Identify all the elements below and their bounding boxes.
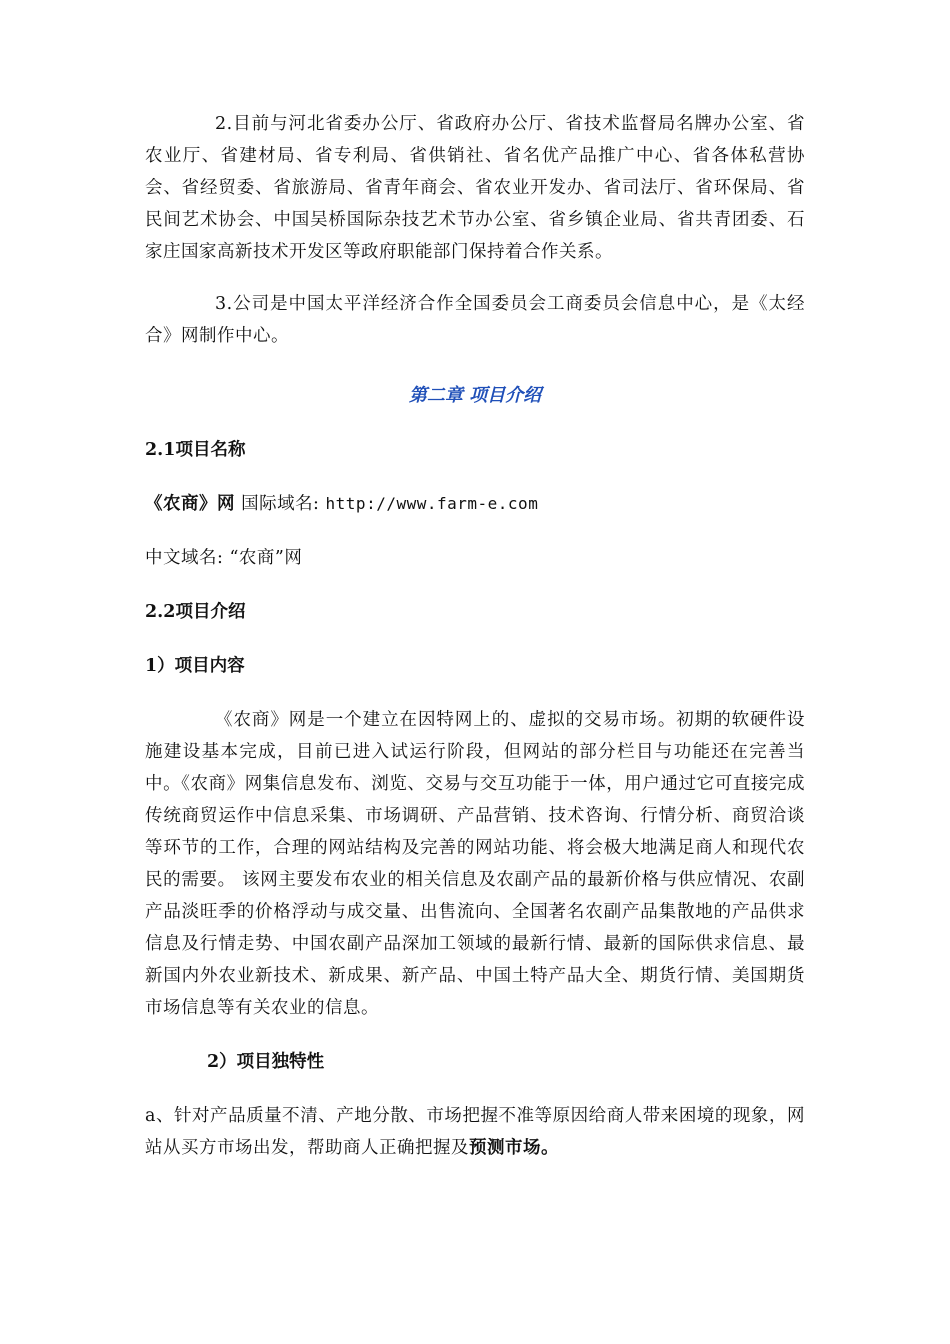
- point-a-paragraph: [145, 1100, 805, 1164]
- chinese-domain-line: 中文域名: “农商”网: [145, 548, 303, 568]
- point-a-emphasis: 预测市场。: [469, 1138, 559, 1158]
- chapter-title: 第二章 项目介绍: [408, 385, 542, 406]
- point-a-text: a、针对产品质量不清、产地分散、市场把握不准等原因给商人带来困境的现象，网站从买方市场出发，帮助商人正确把握及: [145, 1106, 805, 1158]
- subheading-content: 1）项目内容: [145, 656, 245, 676]
- paragraph-item-3: 3.公司是中国太平洋经济合作全国委员会工商委员会信息中心，是《太经合》网制作中心。: [145, 294, 805, 346]
- project-content-paragraph: 《农商》网是一个建立在因特网上的、虚拟的交易市场。初期的软硬件设施建设基本完成，目前已进入试运行阶段，但网站的部分栏目与功能还在完善当中。《农商》网集信息发布、浏览、交易与交互功能于一体，用户通过它可直接完成传统商贸运作中信息采集、市场调研、产品营销、技术咨询、行情分析、商贸洽谈等环节的工作，合理的网站结构及完善的网站功能、将会极大地满足商人和现代农民的需要。 该网主要发布农业的相关信息及农副产品的最新价格与供应情况、农副产品淡旺季的价格浮动与成交量、出售流向、全国著名农副产品集散地的产品供求信息及行情走势、中国农副产品深加工领域的最新行情、最新的国际供求信息、最新国内外农业新技术、新成果、新产品、中国土特产品大全、期货行情、美国期货市场信息等有关农业的信息。: [145, 710, 805, 1018]
- paragraph-item-2: 2.目前与河北省委办公厅、省政府办公厅、省技术监督局名牌办公室、省农业厅、省建材局、省专利局、省供销社、省名优产品推广中心、省各体私营协会、省经贸委、省旅游局、省青年商会、省农业开发办、省司法厅、省环保局、省民间艺术协会、中国吴桥国际杂技艺术节办公室、省乡镇企业局、省共青团委、石家庄国家高新技术开发区等政府职能部门保持着合作关系。: [145, 114, 805, 262]
- section-heading-2-2: 2.2项目介绍: [145, 602, 246, 622]
- document-page: [145, 108, 805, 1164]
- intl-domain-label: 国际域名:: [235, 494, 326, 514]
- section-heading-2-1: 2.1项目名称: [145, 440, 246, 460]
- subheading-uniqueness: 2）项目独特性: [207, 1052, 325, 1072]
- domain-url: http://www.farm-e.com: [325, 494, 539, 513]
- brand-name: 《农商》网: [145, 494, 235, 514]
- project-name-line: [145, 488, 805, 520]
